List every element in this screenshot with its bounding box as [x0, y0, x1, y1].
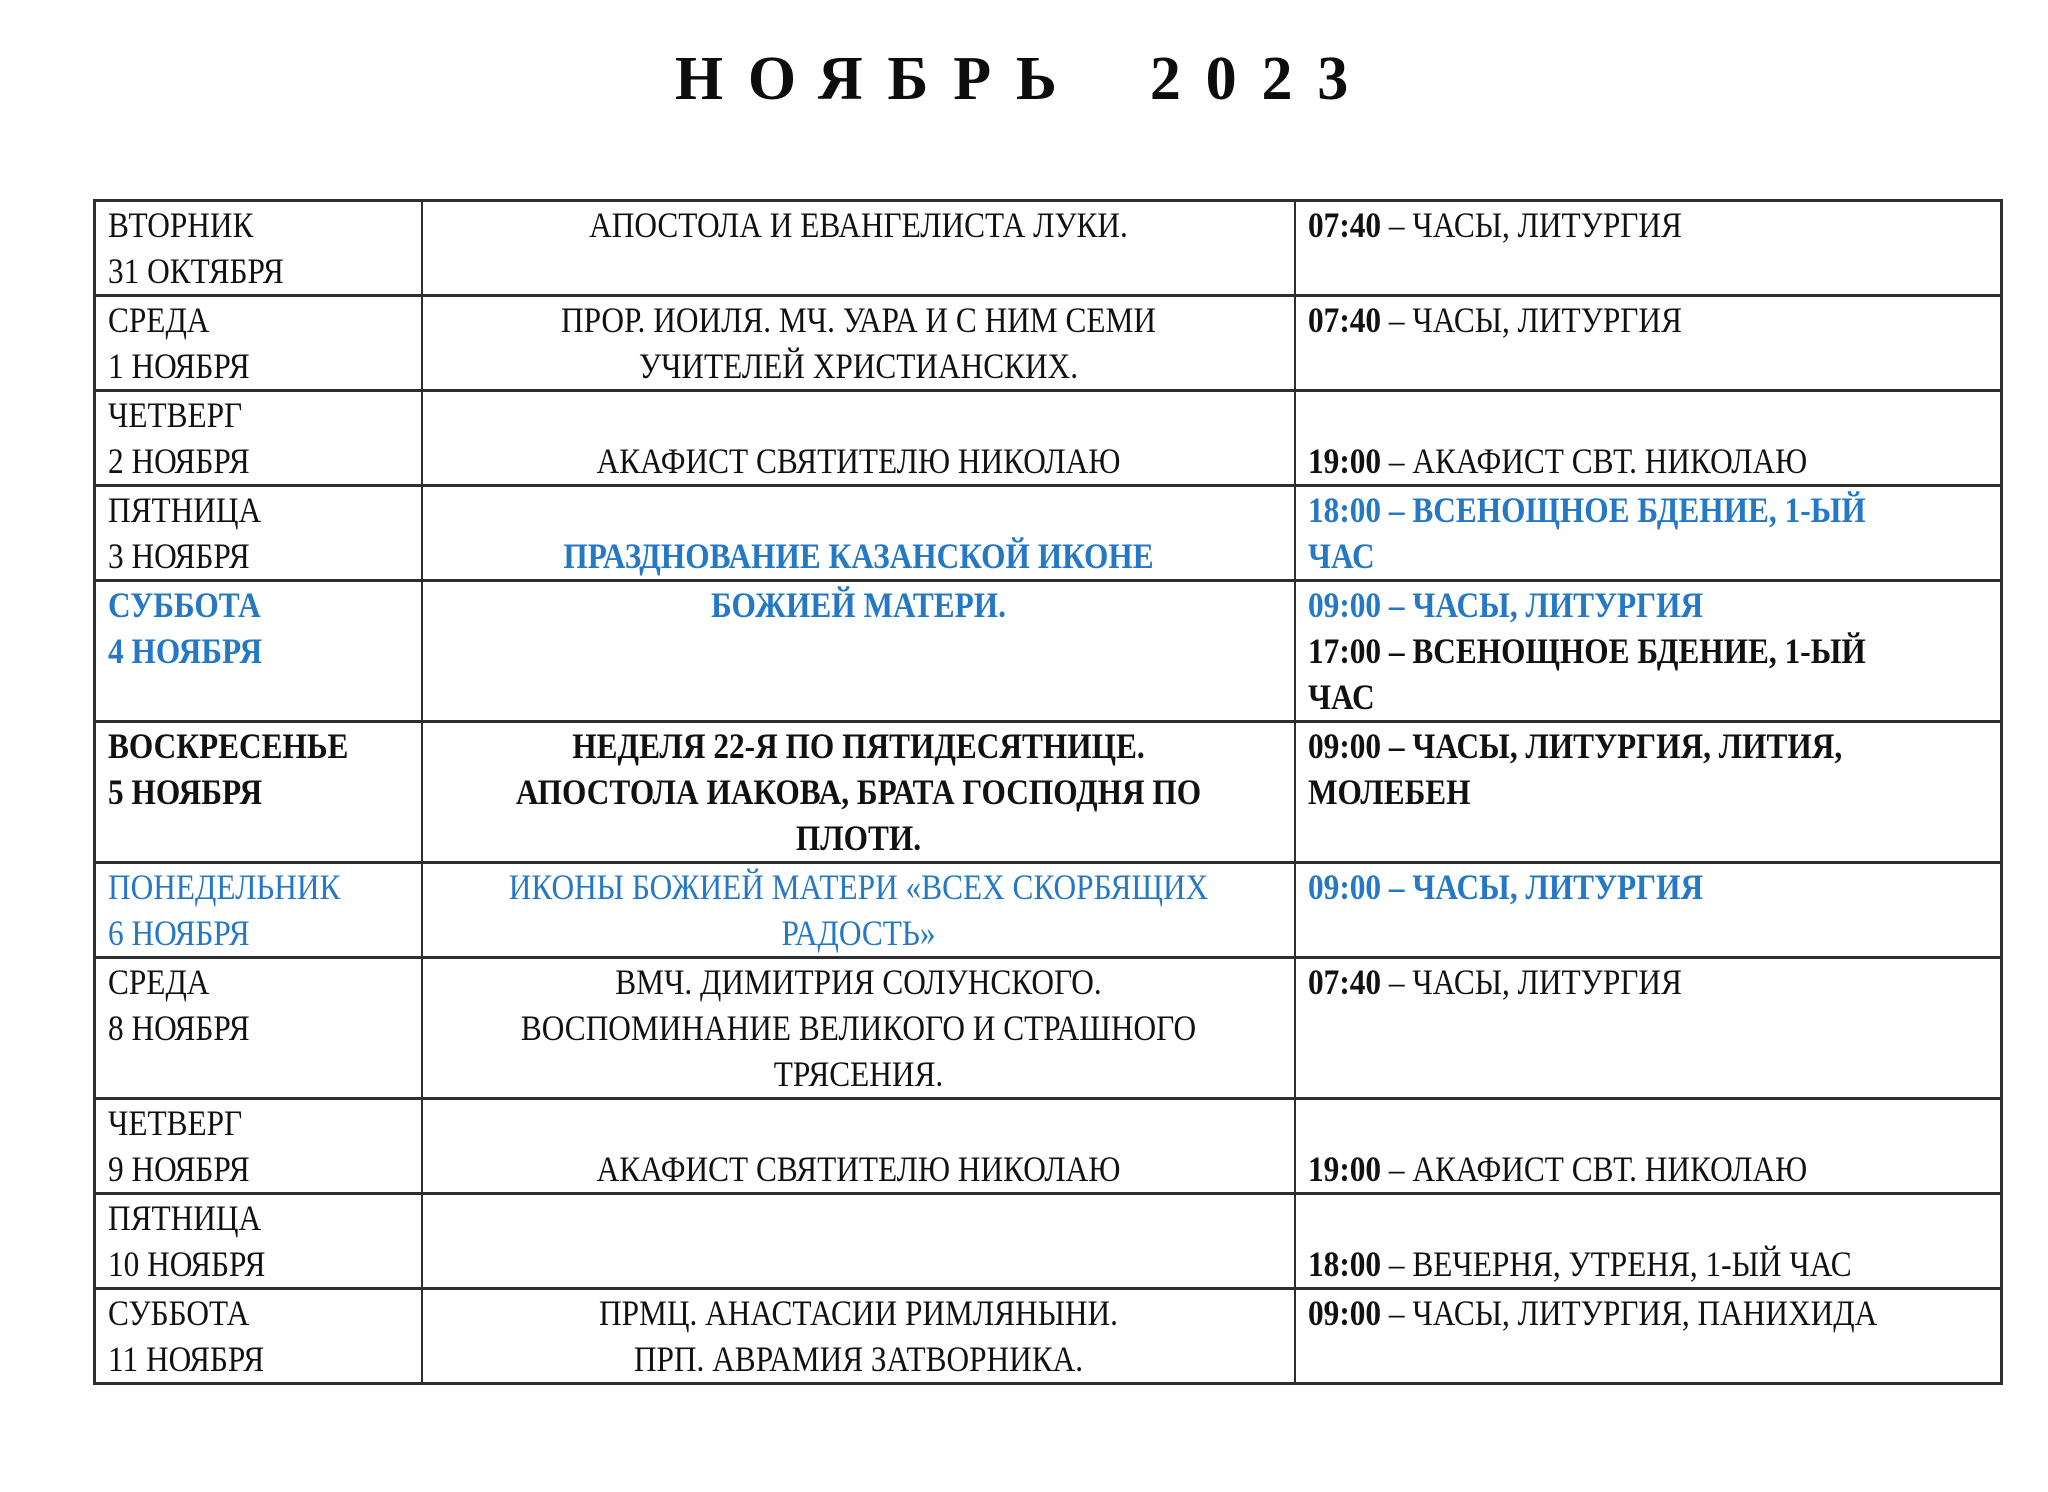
day-line: СУББОТА	[108, 585, 261, 625]
feast-cell	[422, 391, 1295, 486]
table-row	[95, 958, 2002, 1099]
day-line: ВТОРНИК	[108, 205, 254, 245]
service-line: 09:00 – ЧАСЫ, ЛИТУРГИЯ, ПАНИХИДА	[1307, 1293, 1877, 1333]
day-line: 8 НОЯБРЯ	[108, 1008, 250, 1048]
table-row	[95, 391, 2002, 486]
service-time: 19:00	[1307, 441, 1381, 481]
feast-line: ПРАЗДНОВАНИЕ КАЗАНСКОЙ ИКОНЕ	[562, 536, 1154, 576]
feast-line: ПЛОТИ.	[795, 818, 921, 858]
service-time: 19:00	[1307, 1149, 1381, 1189]
feast-line: ПРОР. ИОИЛЯ. МЧ. УАРА И С НИМ СЕМИ	[560, 300, 1156, 340]
service-time: 17:00	[1307, 631, 1381, 671]
feast-cell	[422, 581, 1295, 722]
services-cell	[1295, 391, 2002, 486]
service-line: 19:00 – АКАФИСТ СВТ. НИКОЛАЮ	[1307, 441, 1807, 481]
day-line: ВОСКРЕСЕНЬЕ	[108, 726, 349, 766]
day-line: СУББОТА	[108, 1293, 250, 1333]
feast-line: ВМЧ. ДИМИТРИЯ СОЛУНСКОГО.	[614, 962, 1102, 1002]
service-time: 18:00	[1307, 490, 1381, 530]
service-line: 18:00 – ВЕЧЕРНЯ, УТРЕНЯ, 1-ЫЙ ЧАС	[1307, 1244, 1852, 1284]
day-cell	[95, 1289, 422, 1384]
feast-line: ПРМЦ. АНАСТАСИИ РИМЛЯНЫНИ.	[598, 1293, 1118, 1333]
day-line: 31 ОКТЯБРЯ	[108, 251, 284, 291]
day-cell	[95, 201, 422, 296]
service-line: 07:40 – ЧАСЫ, ЛИТУРГИЯ	[1307, 962, 1682, 1002]
table-row	[95, 722, 2002, 863]
day-line: 4 НОЯБРЯ	[108, 631, 263, 671]
day-line: 2 НОЯБРЯ	[108, 441, 250, 481]
table-row	[95, 1099, 2002, 1194]
day-cell	[95, 486, 422, 581]
service-line: 07:40 – ЧАСЫ, ЛИТУРГИЯ	[1307, 300, 1682, 340]
service-line: 18:00 – ВСЕНОЩНОЕ БДЕНИЕ, 1-ЫЙ	[1307, 490, 1866, 530]
schedule-table	[93, 199, 2003, 1385]
service-line: 09:00 – ЧАСЫ, ЛИТУРГИЯ	[1307, 585, 1703, 625]
service-time: 09:00	[1307, 726, 1381, 766]
feast-cell	[422, 958, 1295, 1099]
day-cell	[95, 581, 422, 722]
feast-line: АКАФИСТ СВЯТИТЕЛЮ НИКОЛАЮ	[596, 441, 1120, 481]
day-cell	[95, 863, 422, 958]
service-time: 09:00	[1307, 867, 1381, 907]
schedule-body	[95, 201, 2002, 1384]
services-cell	[1295, 201, 2002, 296]
feast-line	[490, 487, 1227, 533]
feast-line	[490, 1100, 1227, 1146]
day-cell	[95, 958, 422, 1099]
service-line: МОЛЕБЕН	[1307, 772, 1471, 812]
service-line: 09:00 – ЧАСЫ, ЛИТУРГИЯ, ЛИТИЯ,	[1307, 726, 1842, 766]
service-line	[1308, 392, 1900, 438]
service-line	[1308, 1195, 1900, 1241]
service-time: 07:40	[1307, 300, 1381, 340]
day-cell	[95, 722, 422, 863]
table-row	[95, 1194, 2002, 1289]
feast-line: ПРП. АВРАМИЯ ЗАТВОРНИКА.	[633, 1339, 1083, 1379]
feast-line: АПОСТОЛА ИАКОВА, БРАТА ГОСПОДНЯ ПО	[515, 772, 1201, 812]
service-time: 18:00	[1307, 1244, 1381, 1284]
day-cell	[95, 1194, 422, 1289]
table-row	[95, 1289, 2002, 1384]
feast-cell	[422, 863, 1295, 958]
service-line: 07:40 – ЧАСЫ, ЛИТУРГИЯ	[1307, 205, 1682, 245]
services-cell	[1295, 1099, 2002, 1194]
day-line: СРЕДА	[108, 300, 210, 340]
day-line: 10 НОЯБРЯ	[108, 1244, 266, 1284]
service-time: 07:40	[1307, 962, 1381, 1002]
table-row	[95, 581, 2002, 722]
feast-cell	[422, 486, 1295, 581]
service-line: 19:00 – АКАФИСТ СВТ. НИКОЛАЮ	[1307, 1149, 1807, 1189]
service-time: 09:00	[1307, 1293, 1381, 1333]
feast-line: НЕДЕЛЯ 22-Я ПО ПЯТИДЕСЯТНИЦЕ.	[571, 726, 1145, 766]
service-time: 07:40	[1307, 205, 1381, 245]
services-cell	[1295, 486, 2002, 581]
day-line: 11 НОЯБРЯ	[108, 1339, 265, 1379]
feast-cell	[422, 201, 1295, 296]
day-line: ПОНЕДЕЛЬНИК	[108, 867, 341, 907]
feast-cell	[422, 1099, 1295, 1194]
table-row	[95, 863, 2002, 958]
feast-line: ИКОНЫ БОЖИЕЙ МАТЕРИ «ВСЕХ СКОРБЯЩИХ	[508, 867, 1208, 907]
service-line: 17:00 – ВСЕНОЩНОЕ БДЕНИЕ, 1-ЫЙ	[1307, 631, 1866, 671]
feast-cell	[422, 1289, 1295, 1384]
table-row	[95, 296, 2002, 391]
feast-cell	[422, 1194, 1295, 1289]
day-cell	[95, 391, 422, 486]
services-cell	[1295, 722, 2002, 863]
service-time: 09:00	[1307, 585, 1381, 625]
services-cell	[1295, 296, 2002, 391]
services-cell	[1295, 1289, 2002, 1384]
feast-line: РАДОСТЬ»	[780, 913, 936, 953]
day-cell	[95, 296, 422, 391]
feast-cell	[422, 722, 1295, 863]
day-line: 3 НОЯБРЯ	[108, 536, 250, 576]
service-line: ЧАС	[1307, 677, 1375, 717]
day-line: СРЕДА	[108, 962, 210, 1002]
service-line: 09:00 – ЧАСЫ, ЛИТУРГИЯ	[1307, 867, 1703, 907]
service-line	[1308, 1100, 1900, 1146]
services-cell	[1295, 958, 2002, 1099]
feast-line: ВОСПОМИНАНИЕ ВЕЛИКОГО И СТРАШНОГО	[520, 1008, 1196, 1048]
service-line: ЧАС	[1307, 536, 1375, 576]
feast-line: АПОСТОЛА И ЕВАНГЕЛИСТА ЛУКИ.	[588, 205, 1128, 245]
page-title: НОЯБРЬ 2023	[674, 45, 1374, 113]
table-row	[95, 486, 2002, 581]
services-cell	[1295, 581, 2002, 722]
day-line: 6 НОЯБРЯ	[108, 913, 250, 953]
feast-line: АКАФИСТ СВЯТИТЕЛЮ НИКОЛАЮ	[596, 1149, 1120, 1189]
feast-line: УЧИТЕЛЕЙ ХРИСТИАНСКИХ.	[638, 346, 1078, 386]
day-line: 1 НОЯБРЯ	[108, 346, 250, 386]
feast-cell	[422, 296, 1295, 391]
services-cell	[1295, 1194, 2002, 1289]
day-line: ЧЕТВЕРГ	[108, 395, 243, 435]
day-line: 5 НОЯБРЯ	[108, 772, 263, 812]
day-line: 9 НОЯБРЯ	[108, 1149, 250, 1189]
feast-line	[490, 392, 1227, 438]
table-row	[95, 201, 2002, 296]
day-line: ПЯТНИЦА	[108, 490, 262, 530]
feast-line: ТРЯСЕНИЯ.	[773, 1054, 943, 1094]
services-cell	[1295, 863, 2002, 958]
feast-line: БОЖИЕЙ МАТЕРИ.	[710, 585, 1006, 625]
day-line: ПЯТНИЦА	[108, 1198, 262, 1238]
day-cell	[95, 1099, 422, 1194]
day-line: ЧЕТВЕРГ	[108, 1103, 243, 1143]
